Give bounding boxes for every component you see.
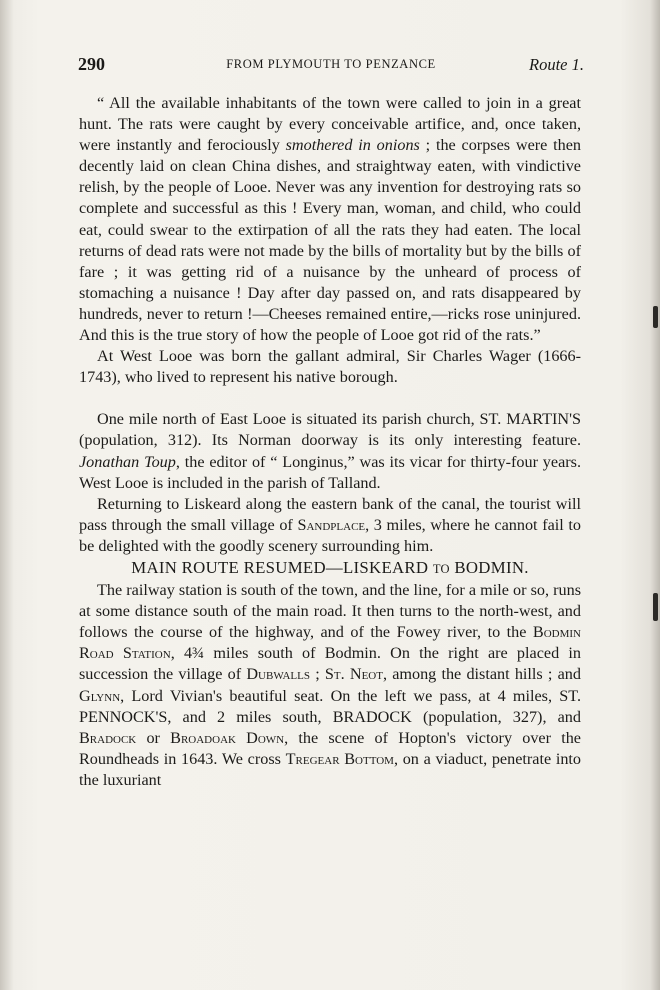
paragraph-west-looe: At West Looe was born the gallant admiral, Sir Charles Wager (1666-1743), who lived to represent his native borough.: [79, 347, 581, 387]
italic-name: Jonathan Toup: [79, 452, 176, 471]
paragraph-rat-hunt: “ All the available inhabitants of the town were called to join in a great hunt. The rats were caught by every conceivable artifice, and, once taken, were instantly and ferociously smothered in onions ; the corpses were then decently laid on clean China dishes, and straightway eaten, with vindictive relish, by the people of Looe. Never was any invention for destroying rats so complete and successful as this ! Every man, woman, and child, who could eat, could swear to the extirpation of all the rats they had eaten. The local returns of dead rats were not made by the bills of mortality but by the bills of fare ; it was getting rid of a nuisance by the unheard of process of stomaching a nuisance ! Day after day passed on, and rats disappeared by hundreds, never to return !—Cheeses remained entire,—ricks rose uninjured. And this is the true story of how the people of Looe got rid of the rats.”: [79, 94, 582, 345]
place-name: Dubwalls: [246, 665, 310, 684]
place-name: Broadoak Down: [170, 728, 285, 747]
page-body: [79, 93, 581, 791]
place-name: Glynn: [79, 686, 121, 705]
place-name: St. Neot: [324, 665, 383, 684]
section-heading: MAIN ROUTE RESUMED—LISKEARD TO BODMIN.: [131, 557, 529, 577]
page-edge-mark: [653, 593, 658, 621]
page-edge-mark: [653, 306, 658, 328]
place-name: Tregear Bottom: [285, 749, 394, 768]
italic-phrase: smothered in onions: [285, 136, 420, 155]
paragraph-st-martins: One mile north of East Looe is situated its parish church, ST. MARTIN'S (population, 312). Its Norman doorway is its only interesting feature. Jonathan Toup, the editor of “ Longinus,” was its vicar for thirty-four years. West Looe is included in the parish of Talland.: [79, 410, 581, 492]
place-name: Bradock: [79, 728, 137, 747]
place-name: Sandplace: [297, 515, 366, 534]
paragraph-sandplace: Returning to Liskeard along the eastern bank of the canal, the tourist will pass through the small village of Sandplace, 3 miles, where he cannot fail to be delighted with the goodly scenery surrounding him.: [79, 494, 581, 555]
paragraph-main-route: The railway station is south of the town, and the line, for a mile or so, runs at some distance south of the main road. It then turns to the north-west, and follows the course of the highway, and of the Fowey river, to the Bodmin Road Station, 4¾ miles south of Bodmin. On the right are placed in succession the village of Dubwalls ; St. Neot, among the distant hills ; and Glynn, Lord Vivian's beautiful seat. On the left we pass, at 4 miles, ST. PENNOCK'S, and 2 miles south, BRADOCK (population, 327), and Bradock or Broadoak Down, the scene of Hopton's victory over the Roundheads in 1643. We cross Tregear Bottom, on a viaduct, penetrate into the luxuriant: [79, 581, 582, 789]
place-name: Bodmin Road Station: [79, 623, 581, 663]
running-title: FROM PLYMOUTH TO PENZANCE: [226, 57, 436, 71]
route-label: Route 1.: [529, 55, 584, 74]
running-header: [78, 54, 584, 76]
page-number: 290: [78, 54, 105, 74]
